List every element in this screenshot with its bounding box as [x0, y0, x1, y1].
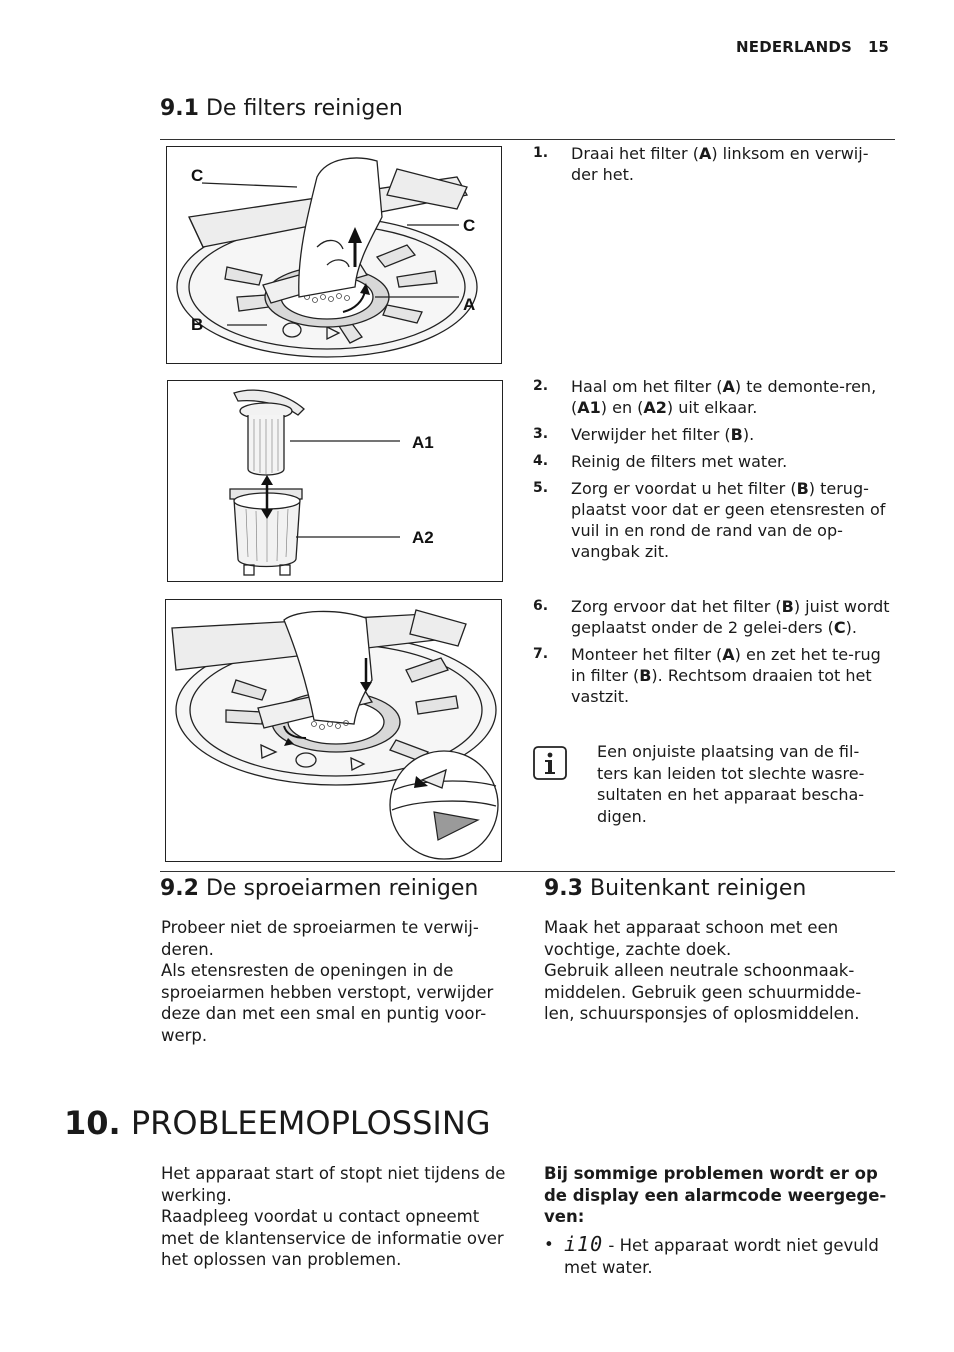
paragraph: Maak het apparaat schoon met een vochtige, zachte doek. — [544, 918, 839, 959]
alarm-description: - Het apparaat wordt niet gevuld met water. — [564, 1236, 879, 1277]
step-text: ). — [742, 425, 755, 444]
step-number: 2. — [533, 378, 549, 394]
figure1-label-c-right: C — [463, 216, 476, 235]
section-9-1-title — [160, 96, 403, 121]
step-text: ) juist wordt geplaatst onder de 2 gelei-ders ( — [571, 597, 890, 637]
section-9-2-body — [161, 917, 506, 1046]
step-text: Zorg ervoor dat het filter ( — [571, 597, 782, 616]
alarm-list-item — [544, 1234, 889, 1278]
step-ref: A — [722, 645, 735, 664]
step-5 — [533, 478, 893, 562]
step-ref: A — [722, 377, 735, 396]
chapter-10-title — [64, 1104, 491, 1142]
step-ref: A1 — [577, 398, 601, 417]
step-number: 5. — [533, 480, 549, 496]
section-divider — [160, 139, 895, 140]
step-text: ) en ( — [600, 398, 644, 417]
info-note-text: Een onjuiste plaatsing van de fil-ters kan leiden tot slechte wasre-sultaten en het apparaat bescha-digen. — [597, 742, 865, 826]
step-text: ) terug-plaatst voor dat er geen etensresten of vuil in en rond de rand van de op-vangbak zit. — [571, 479, 886, 561]
chapter-number: 10. — [64, 1104, 121, 1142]
step-text: ) en zet het te-rug in filter ( — [571, 645, 881, 685]
paragraph: Probeer niet de sproeiarmen te verwij-deren. — [161, 918, 479, 959]
figure1-label-b: B — [191, 315, 204, 334]
bullet-point: • — [544, 1235, 554, 1254]
step-2 — [533, 376, 893, 418]
step-text: Reinig de filters met water. — [571, 452, 788, 471]
step-text: ). Rechtsom draaien tot het vastzit. — [571, 666, 872, 706]
step-text: ) uit elkaar. — [666, 398, 758, 417]
step-ref: B — [796, 479, 809, 498]
figure-filter-removal — [166, 146, 502, 364]
step-text: Haal om het filter ( — [571, 377, 723, 396]
step-ref: C — [833, 618, 846, 637]
step-number: 7. — [533, 646, 549, 662]
section-title-text: De filters reinigen — [205, 96, 403, 121]
filter-reinstall-illustration — [166, 600, 501, 861]
step-1 — [533, 143, 893, 185]
figure-filter-parts — [167, 380, 503, 582]
paragraph: Gebruik alleen neutrale schoonmaak-middelen. Gebruik geen schuurmidde-len, schuursponsjes of oplosmiddelen. — [544, 961, 862, 1023]
step-7 — [533, 644, 893, 707]
step-text: Draai het filter ( — [571, 144, 699, 163]
page-number: 15 — [868, 38, 889, 56]
step-ref: B — [730, 425, 743, 444]
step-number: 1. — [533, 145, 549, 161]
figure2-label-a1: A1 — [412, 433, 434, 452]
steps-group-1 — [533, 143, 893, 191]
steps-group-3 — [533, 596, 893, 713]
step-ref: A2 — [643, 398, 667, 417]
figure1-label-c-top: C — [191, 166, 204, 185]
figure-filter-reinstall — [165, 599, 502, 862]
paragraph: Als etensresten de openingen in de sproeiarmen hebben verstopt, verwijder deze dan met een smal en puntig voor-werp. — [161, 961, 494, 1045]
section-9-3-body — [544, 917, 889, 1025]
step-4 — [533, 451, 893, 472]
filter-parts-illustration — [168, 381, 502, 581]
step-text: ). — [845, 618, 857, 637]
figure1-label-a: A — [463, 295, 476, 314]
alarm-code: i10 — [564, 1232, 604, 1256]
chapter-10-body — [161, 1163, 511, 1271]
section-9-2-title — [160, 876, 478, 901]
figure2-label-a2: A2 — [412, 528, 434, 547]
info-icon — [533, 746, 567, 780]
step-6 — [533, 596, 893, 638]
step-ref: B — [781, 597, 794, 616]
step-number: 6. — [533, 598, 549, 614]
header-language: NEDERLANDS — [736, 38, 853, 56]
section-title-text: Buitenkant reinigen — [589, 876, 807, 901]
step-3 — [533, 424, 893, 445]
alarm-intro: Bij sommige problemen wordt er op de display een alarmcode weergege-ven: — [544, 1164, 887, 1226]
section-divider — [160, 871, 895, 872]
step-ref: B — [639, 666, 652, 685]
step-text: Verwijder het filter ( — [571, 425, 731, 444]
step-number: 4. — [533, 453, 549, 469]
step-text: Zorg er voordat u het filter ( — [571, 479, 797, 498]
step-ref: A — [698, 144, 712, 163]
paragraph: Het apparaat start of stopt niet tijdens de werking. — [161, 1164, 506, 1205]
filter-removal-illustration — [167, 147, 501, 363]
section-number: 9.2 — [160, 876, 199, 901]
step-text: ) linksom en verwij-der het. — [571, 144, 869, 184]
section-number: 9.1 — [160, 96, 199, 121]
section-number: 9.3 — [544, 876, 583, 901]
chapter-title-text: PROBLEEMOPLOSSING — [130, 1104, 491, 1142]
step-number: 3. — [533, 426, 549, 442]
step-text: Monteer het filter ( — [571, 645, 723, 664]
step-text: ) te demonte-ren, ( — [571, 377, 877, 417]
paragraph: Raadpleeg voordat u contact opneemt met de klantenservice de informatie over het oplossen van problemen. — [161, 1207, 504, 1269]
section-9-3-title — [544, 876, 806, 901]
section-title-text: De sproeiarmen reinigen — [205, 876, 479, 901]
steps-group-2 — [533, 376, 893, 568]
